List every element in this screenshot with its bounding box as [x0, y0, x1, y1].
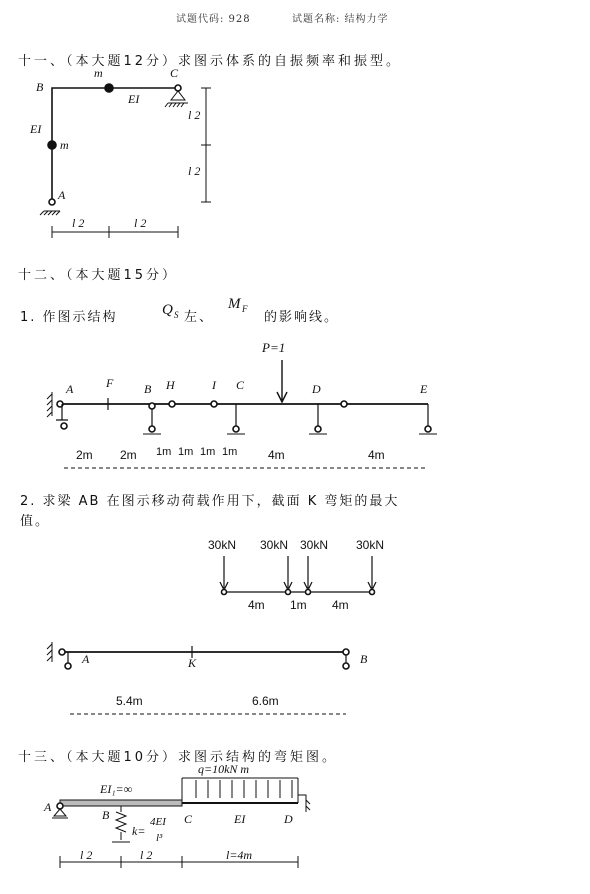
q11-dim-v-top: l 2	[188, 108, 201, 122]
q11-hdim	[52, 226, 178, 238]
q12-part1-suffix: 的影响线。	[264, 310, 340, 325]
beam1-dim-8: 4m	[368, 448, 385, 462]
q12-part1-prefix: 1. 作图示结构	[20, 310, 118, 325]
q11-ground-A	[40, 211, 60, 215]
beam1-label-C: C	[236, 378, 245, 392]
q13-spring	[116, 806, 126, 840]
beam2-label-A: A	[82, 652, 90, 666]
q13-label-EI: EI	[234, 812, 246, 826]
q11-label-A: A	[58, 188, 66, 202]
exam-name: 试题名称: 结构力学	[292, 14, 389, 25]
load-label-2: 30kN	[260, 538, 289, 552]
beam1-dim-3: 1m	[156, 446, 172, 458]
question-12-title: 十二、（本大题15分）	[18, 268, 179, 283]
beam2-dim-1: 5.4m	[116, 694, 143, 708]
q11-mass-left	[48, 141, 56, 149]
q11-label-EI-top: EI	[128, 92, 140, 106]
beam1-dim-1: 2m	[76, 448, 93, 462]
q13-k-den: l³	[156, 832, 163, 844]
load-label-1: 30kN	[208, 538, 237, 552]
q12-qs-left: 左、	[184, 310, 215, 325]
q13-fixed-D	[298, 795, 310, 812]
load-label-3: 30kN	[300, 538, 329, 552]
q11-pin-A	[49, 199, 55, 205]
q11-frame	[52, 88, 178, 202]
q13-dim-3: l=4m	[226, 848, 253, 862]
beam1-dim-7: 4m	[268, 448, 285, 462]
q11-dim-h-right: l 2	[134, 216, 147, 230]
q13-label-C: C	[184, 812, 193, 826]
q11-support-C	[171, 91, 185, 100]
q13-dim	[60, 856, 298, 868]
q12-part2-line1: 2. 求梁 AB 在图示移动荷载作用下，截面 K 弯矩的最大	[20, 494, 400, 509]
q13-dim-2: l 2	[140, 848, 153, 862]
q11-dim-h-left: l 2	[72, 216, 85, 230]
beam2-label-B: B	[360, 652, 368, 666]
load-dim-1: 4m	[248, 598, 265, 612]
q12-hinge-H	[169, 401, 175, 407]
q11-dim-v-bot: l 2	[188, 164, 201, 178]
beam1-label-A: A	[66, 382, 74, 396]
q13-label-B: B	[102, 808, 110, 822]
load-dim-2: 1m	[290, 598, 307, 612]
q12-mf: M	[228, 296, 241, 312]
q11-label-m-left: m	[60, 138, 69, 152]
q13-label-A: A	[44, 800, 52, 814]
beam1-label-E: E	[420, 382, 428, 396]
q11-label-m-top: m	[94, 66, 103, 80]
beam1-dim-2: 2m	[120, 448, 137, 462]
q12-hinge-I	[211, 401, 217, 407]
q12-qs: Q	[162, 302, 173, 318]
beam1-label-F: F	[106, 376, 114, 390]
q11-label-C: C	[170, 66, 179, 80]
beam1-label-P: P=1	[262, 340, 286, 355]
q13-label-EI1: EI₁=∞	[100, 782, 133, 796]
q11-label-B: B	[36, 80, 44, 94]
question-13-title: 十三、（本大题10分）求图示结构的弯矩图。	[18, 750, 339, 765]
q12-part2-line2: 值。	[20, 514, 51, 529]
q13-rigid-beam	[60, 800, 182, 806]
q13-load	[196, 780, 292, 798]
q11-label-EI-left: EI	[30, 122, 42, 136]
beam1-dim-4: 1m	[178, 446, 194, 458]
q13-label-k: k=	[132, 824, 146, 838]
beam2-label-K: K	[188, 656, 197, 670]
q12-mf-sub: F	[242, 304, 248, 314]
q12-hinge-D2	[341, 401, 347, 407]
q11-pin-C	[175, 85, 181, 91]
q12-arrow-P	[277, 360, 287, 402]
q11-vdim	[201, 88, 211, 202]
beam1-dim-6: 1m	[222, 446, 238, 458]
question-11-title: 十一、（本大题12分）求图示体系的自振频率和振型。	[18, 54, 403, 69]
beam2-dim-2: 6.6m	[252, 694, 279, 708]
q13-dim-1: l 2	[80, 848, 93, 862]
beam1-label-D: D	[312, 382, 321, 396]
beam1-label-I: I	[212, 378, 216, 392]
load-label-4: 30kN	[356, 538, 385, 552]
beam1-dim-5: 1m	[200, 446, 216, 458]
q13-k-num: 4EI	[150, 816, 166, 828]
beam1-label-B: B	[144, 382, 152, 396]
load-dim-3: 4m	[332, 598, 349, 612]
q11-mass-top	[105, 84, 113, 92]
exam-code: 试题代码: 928	[176, 14, 251, 25]
q12-qs-sub: S	[174, 310, 179, 320]
q13-label-q: q=10kN m	[198, 762, 250, 776]
beam1-label-H: H	[166, 378, 175, 392]
q13-label-D: D	[284, 812, 293, 826]
